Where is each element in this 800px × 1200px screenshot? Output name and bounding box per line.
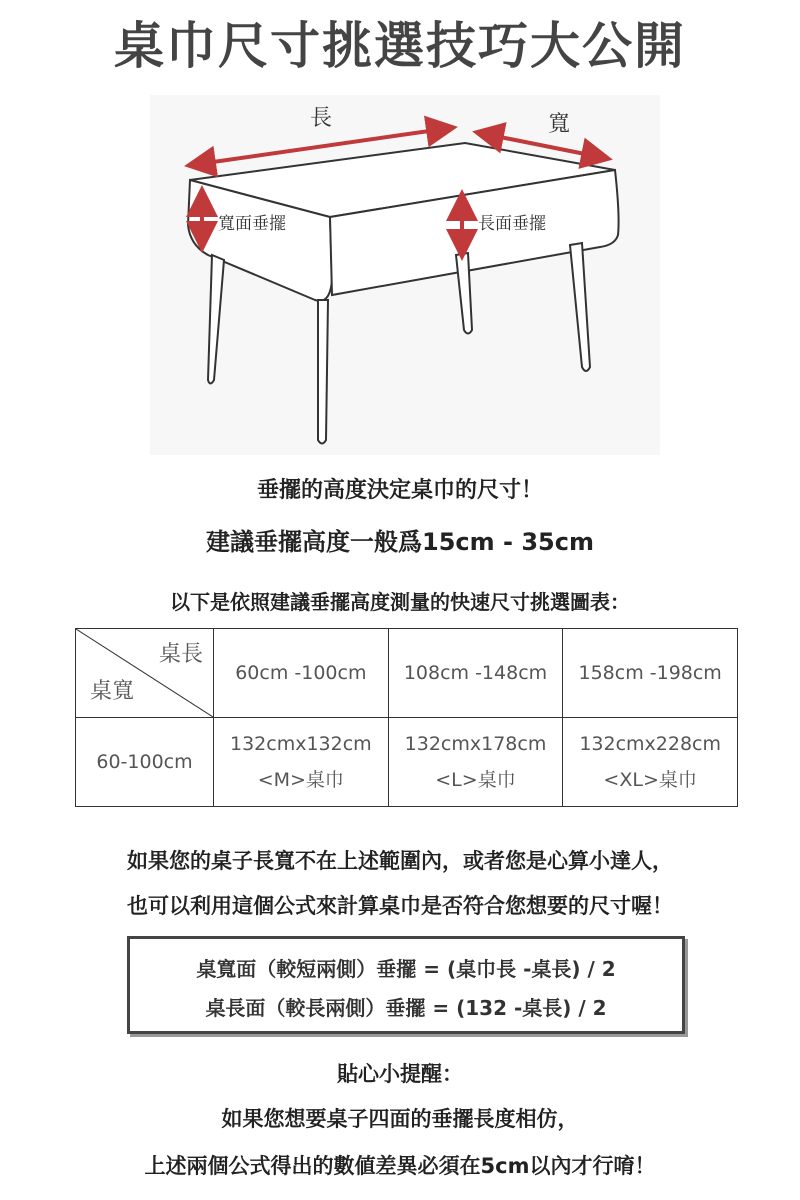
intro-line-1: 垂擺的高度決定桌巾的尺寸！ xyxy=(256,478,543,503)
size-name: <XL>桌巾 xyxy=(603,769,697,791)
reminder-line-2: 上述兩個公式得出的數値差異必須在5cm以內才行唷！ xyxy=(144,1154,656,1178)
corner-label-length: 桌長 xyxy=(158,642,203,667)
size-name: <L>桌巾 xyxy=(435,769,516,791)
formula-line-1: 桌寬面（較短兩側）垂擺 = (桌巾長 -桌長) / 2 xyxy=(196,957,616,981)
page-title: 桌巾尺寸挑選技巧大公開 xyxy=(114,17,686,75)
length-side-drop-label: 長面垂擺 xyxy=(478,214,546,234)
table-row xyxy=(76,718,738,807)
size-value: 132cmx228cm xyxy=(579,733,721,755)
intro-line-2: 建議垂擺高度一般爲15cm - 35cm xyxy=(206,528,594,556)
row-label-cell: 60-100cm xyxy=(76,718,214,807)
formula-line-2: 桌長面（較長兩側）垂擺 = (132 -桌長) / 2 xyxy=(205,996,607,1020)
size-cell-xl xyxy=(563,718,738,807)
tablecloth-diagram xyxy=(150,95,660,455)
size-value: 132cmx178cm xyxy=(404,733,547,755)
width-label: 寬 xyxy=(548,112,571,137)
size-chart-table xyxy=(75,628,738,807)
width-side-drop-label: 寬面垂擺 xyxy=(218,214,286,234)
reminder-line-1: 如果您想要桌子四面的垂擺長度相仿， xyxy=(221,1107,579,1131)
size-cell-m xyxy=(214,718,389,807)
tip-line-1: 如果您的桌子長寬不在上述範圍內，或者您是心算小達人， xyxy=(127,849,673,873)
corner-label-width: 桌寬 xyxy=(90,679,135,704)
size-cell-l xyxy=(388,718,563,807)
size-value: 132cmx132cm xyxy=(229,733,372,755)
header-cell: 60cm -100cm xyxy=(214,629,389,718)
table-header-row xyxy=(76,629,738,718)
header-cell: 108cm -148cm xyxy=(388,629,563,718)
reminder-heading: 貼心小提醒： xyxy=(337,1062,463,1086)
size-name: <M>桌巾 xyxy=(257,769,344,791)
table-illustration xyxy=(150,95,660,455)
corner-cell xyxy=(76,629,214,718)
length-label: 長 xyxy=(310,106,333,131)
intro-line-3: 以下是依照建議垂擺高度測量的快速尺寸挑選圖表： xyxy=(170,590,630,614)
formula-box xyxy=(127,936,685,1034)
tip-line-2: 也可以利用這個公式來計算桌巾是否符合您想要的尺寸喔！ xyxy=(127,894,673,918)
header-cell: 158cm -198cm xyxy=(563,629,738,718)
